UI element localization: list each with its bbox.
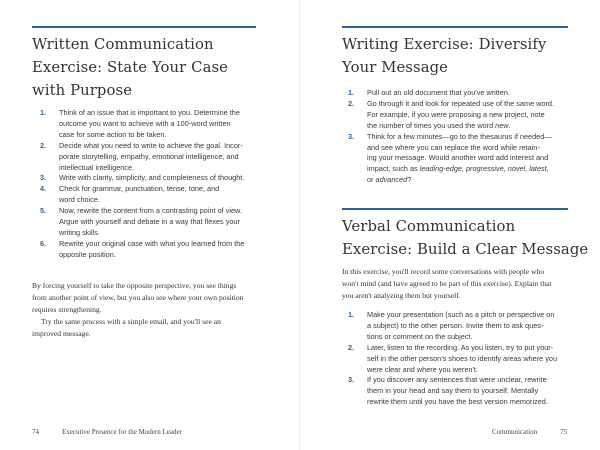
- step-line: Now, rewrite the content from a contrasting point of view.: [59, 206, 242, 216]
- step-line: Make your presentation (such as a pitch or perspective on: [367, 310, 555, 319]
- text-line: By forcing yourself to take the opposite perspective, you see things: [32, 281, 237, 290]
- step-line: ing your message. Would another word add interest and: [367, 153, 549, 163]
- emphasis-words: leading-edge, progressive, novel, latest,: [419, 164, 549, 174]
- step-line: Write with clarity, simplicity, and completeness of thought.: [59, 173, 245, 183]
- step-line: them in your head and say them to yourself. Mentally: [367, 386, 539, 396]
- step-number: 2.: [40, 140, 47, 150]
- list-item: [40, 108, 270, 141]
- step-line: writing skills.: [59, 227, 100, 237]
- step-line: Argue with yourself and debate in a way that flexes your: [59, 217, 240, 227]
- text-line: won't mind (and have agreed to be part of this exercise). Explain that: [342, 279, 552, 288]
- verbal-exercise-heading: [342, 215, 588, 261]
- list-item: [348, 132, 588, 187]
- step-line: self in the other person's shoes to identify areas where you: [367, 353, 558, 363]
- step-line: Think of an issue that is important to you. Determine the: [59, 108, 240, 117]
- text-line: you aren't analyzing them but yourself.: [342, 291, 461, 300]
- step-line: ?: [407, 175, 412, 185]
- step-number: 2.: [348, 342, 355, 352]
- step-number: 3.: [348, 131, 355, 141]
- running-title: Executive Presence for the Modern Leader: [62, 428, 182, 436]
- step-number: 1.: [348, 310, 355, 319]
- step-line: porate storytelling, empathy, emotional intelligence, and: [59, 151, 239, 161]
- list-item: [348, 310, 590, 343]
- step-line: the number of times you used the word: [367, 120, 496, 130]
- step-number: 6.: [40, 238, 47, 248]
- step-number: 1.: [40, 108, 47, 117]
- page-number: 74: [32, 428, 39, 436]
- step-line: Later, listen to the recording. As you listen, try to put your-: [367, 342, 554, 352]
- writing-exercise-heading: [342, 33, 546, 79]
- body-paragraph: [342, 266, 598, 302]
- step-line: intellectual intelligence.: [59, 162, 135, 172]
- text-line: Try the same process with a simple email, and you'll see an: [41, 317, 221, 326]
- step-line: tions or comment on the subject.: [367, 331, 473, 341]
- heading-line: Writing Exercise: Diversify: [342, 36, 547, 53]
- text-line: from another point of view, but you also see where your own position: [32, 293, 244, 302]
- verbal-exercise-steps: [348, 310, 590, 408]
- heading-line: Your Message: [342, 59, 449, 76]
- writing-exercise-steps: [348, 88, 588, 186]
- list-item: [40, 206, 270, 239]
- step-number: 4.: [40, 184, 47, 194]
- running-title: Communication: [492, 428, 538, 436]
- heading-line: Verbal Communication: [342, 218, 516, 235]
- list-item: [40, 173, 270, 184]
- text-line: In this exercise, you'll record some conversations with people who: [342, 267, 545, 276]
- step-line: impact, such as: [367, 164, 420, 174]
- heading-line: Exercise: Build a Clear Message: [342, 241, 589, 258]
- written-exercise-steps: [40, 108, 270, 261]
- step-number: 2.: [348, 98, 355, 108]
- emphasis-word: advanced: [375, 175, 408, 185]
- step-line: Check for grammar, punctuation, tense, tone, and: [59, 184, 220, 194]
- step-line: or: [367, 175, 376, 185]
- step-line: were clear and where you weren't.: [367, 364, 478, 374]
- text-line: improved message.: [32, 329, 91, 338]
- step-line: and see where you can replace the word while retain-: [367, 142, 540, 152]
- heading-line: Exercise: State Your Case: [32, 59, 229, 76]
- list-item: [348, 88, 588, 99]
- list-item: [40, 141, 270, 174]
- step-line: Think for a few minutes—go to the thesaurus if needed—: [367, 131, 552, 141]
- heading-line: with Purpose: [32, 82, 133, 99]
- step-line: Pull out an old document that you've written.: [367, 88, 510, 97]
- heading-rule: [342, 26, 568, 28]
- text-line: requires strengthening.: [32, 305, 102, 314]
- step-line: outcome you want to achieve with a 100-word written: [59, 118, 231, 128]
- step-line: Decide what you need to write to achieve the goal. Incor-: [59, 140, 243, 150]
- right-page: [300, 0, 600, 450]
- body-paragraph: [32, 316, 282, 340]
- step-line: opposite position.: [59, 249, 116, 259]
- step-line: a subject) to the other person. Invite them to ask ques-: [367, 320, 544, 330]
- step-line: .: [508, 120, 511, 130]
- list-item: [348, 343, 590, 376]
- written-exercise-heading: [32, 33, 228, 102]
- step-line: For example, if you were proposing a new project, note: [367, 109, 545, 119]
- list-item: [40, 239, 270, 261]
- emphasis-word: new: [495, 120, 509, 130]
- step-number: 5.: [40, 206, 47, 216]
- step-line: If you discover any sentences that were unclear, rewrite: [367, 375, 547, 385]
- heading-line: Written Communication: [32, 36, 214, 53]
- step-line: case for some action to be taken.: [59, 129, 167, 139]
- heading-rule: [32, 26, 256, 28]
- step-line: word choice.: [59, 195, 100, 205]
- step-number: 3.: [348, 375, 355, 385]
- step-number: 3.: [40, 173, 47, 183]
- step-line: rewrite them until you have the best version memorized.: [367, 397, 548, 407]
- step-line: Rewrite your original case with what you learned from the: [59, 238, 245, 248]
- list-item: [348, 99, 588, 132]
- page-number: 75: [560, 428, 567, 436]
- step-line: Go through it and look for repeated use of the same word.: [367, 98, 554, 108]
- list-item: [40, 184, 270, 206]
- heading-rule: [342, 208, 568, 210]
- list-item: [348, 375, 590, 408]
- step-number: 1.: [348, 88, 355, 97]
- body-paragraph: [32, 280, 282, 316]
